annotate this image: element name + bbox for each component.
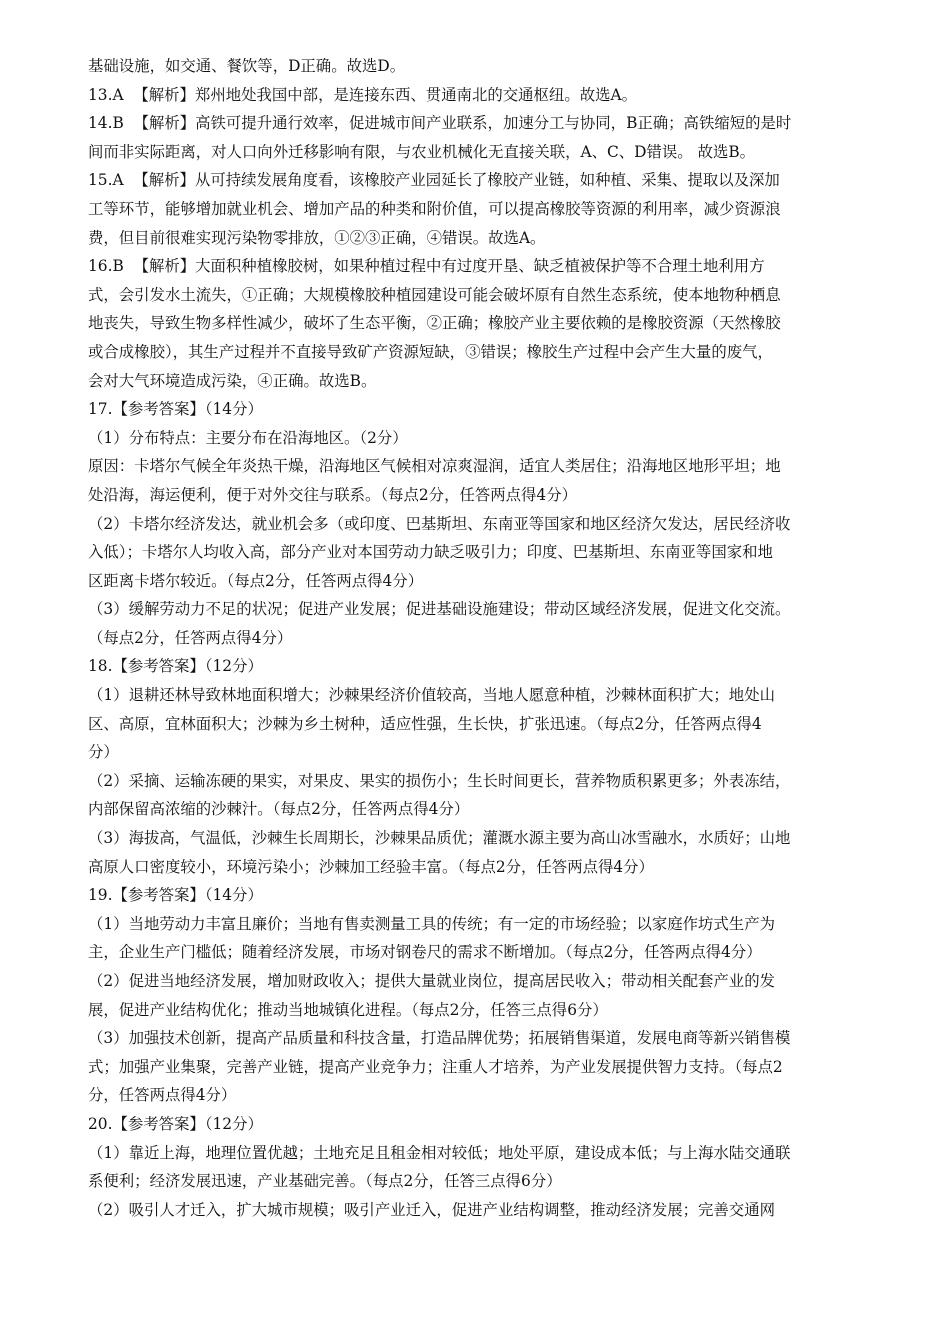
- text-line: 分，任答两点得4分）: [88, 1086, 237, 1105]
- text-line: （2）采摘、运输冻硬的果实，对果皮、果实的损伤小；生长时间更长，营养物质积累更多；外表冻结，: [88, 771, 791, 790]
- text-line: 式，会引发水土流失，①正确；大规模橡胶种植园建设可能会破坏原有自然生态系统，使本地物种栖息: [88, 285, 781, 304]
- answer-heading-19: 19.【参考答案】（14分）: [88, 886, 263, 905]
- text-line: （3）加强技术创新，提高产品质量和科技含量，打造品牌优势；拓展销售渠道，发展电商等新兴销售模: [88, 1029, 791, 1048]
- text-line: （2）吸引人才迁入，扩大城市规模；吸引产业迁入，促进产业结构调整，推动经济发展；完善交通网: [88, 1200, 775, 1219]
- text-line: 14.B 【解析】高铁可提升通行效率，促进城市间产业联系，加速分工与协同，B正确；高铁缩短的是时: [88, 114, 792, 133]
- text-line: 工等环节，能够增加就业机会、增加产品的种类和附价值，可以提高橡胶等资源的利用率，减少资源浪: [88, 199, 781, 218]
- text-line: 费，但目前很难实现污染物零排放，①②③正确，④错误。故选A。: [88, 228, 546, 247]
- text-line: （3）海拔高，气温低，沙棘生长周期长，沙棘果品质优；灌溉水源主要为高山冰雪融水，水质好；山地: [88, 829, 791, 848]
- text-line: （1）当地劳动力丰富且廉价；当地有售卖测量工具的传统；有一定的市场经验；以家庭作坊式生产为: [88, 914, 775, 933]
- answer-heading-17: 17.【参考答案】（14分）: [88, 400, 263, 419]
- text-line: 地丧失，导致生物多样性减少，破坏了生态平衡，②正确；橡胶产业主要依赖的是橡胶资源（天然橡胶: [88, 314, 781, 333]
- text-line: 分）: [88, 743, 119, 762]
- answer-document: [88, 52, 868, 1224]
- answer-heading-20: 20.【参考答案】（12分）: [88, 1114, 263, 1133]
- text-line: 13.A 【解析】郑州地处我国中部，是连接东西、贯通南北的交通枢纽。故选A。: [88, 85, 637, 104]
- text-line: （2）卡塔尔经济发达，就业机会多（或印度、巴基斯坦、东南亚等国家和地区经济欠发达，居民经济收: [88, 514, 791, 533]
- text-line: 展，促进产业结构优化；推动当地城镇化进程。（每点2分，任答三点得6分）: [88, 1000, 608, 1019]
- text-line: 式；加强产业集聚，完善产业链，提高产业竞争力；注重人才培养，为产业发展提供智力支持。（每点2: [88, 1057, 783, 1076]
- text-line: 内部保留高浓缩的沙棘汁。（每点2分，任答两点得4分）: [88, 800, 470, 819]
- text-line: 16.B 【解析】大面积种植橡胶树，如果种植过程中有过度开垦、缺乏植被保护等不合理土地利用方: [88, 257, 765, 276]
- text-line: （1）退耕还林导致林地面积增大；沙棘果经济价值较高，当地人愿意种植，沙棘林面积扩大；地处山: [88, 686, 775, 705]
- text-line: （每点2分，任答两点得4分）: [88, 628, 293, 647]
- text-line: 原因：卡塔尔气候全年炎热干燥，沿海地区气候相对凉爽湿润，适宜人类居住；沿海地区地形平坦；地: [88, 457, 781, 476]
- text-line: 会对大气环境造成污染，④正确。故选B。: [88, 371, 377, 390]
- text-line: 基础设施，如交通、餐饮等，D正确。故选D。: [88, 57, 406, 75]
- text-line: （3）缓解劳动力不足的状况；促进产业发展；促进基础设施建设；带动区域经济发展，促进文化交流。: [88, 600, 791, 619]
- text-line: 主，企业生产门槛低；随着经济发展，市场对钢卷尺的需求不断增加。（每点2分，任答两点得4分）: [88, 943, 762, 962]
- text-line: 区、高原，宜林面积大；沙棘为乡土树种，适应性强，生长快，扩张迅速。（每点2分，任答两点得4: [88, 714, 762, 733]
- text-line: 处沿海，海运便利，便于对外交往与联系。（每点2分，任答两点得4分）: [88, 485, 577, 504]
- text-line: 或合成橡胶），其生产过程并不直接导致矿产资源短缺，③错误；橡胶生产过程中会产生大量的废气，: [88, 342, 773, 361]
- text-line: 15.A 【解析】从可持续发展角度看，该橡胶产业园延长了橡胶产业链，如种植、采集、提取以及深加: [88, 171, 780, 190]
- answer-heading-18: 18.【参考答案】（12分）: [88, 657, 263, 676]
- text-line: 入低）；卡塔尔人均收入高，部分产业对本国劳动力缺乏吸引力；印度、巴基斯坦、东南亚等国家和地: [88, 543, 773, 562]
- text-line: 间而非实际距离，对人口向外迁移影响有限，与农业机械化无直接关联，A、C、D错误。 故选B。: [88, 142, 756, 161]
- text-line: （1）靠近上海，地理位置优越；土地充足且租金相对较低；地处平原，建设成本低；与上海水陆交通联: [88, 1143, 791, 1162]
- text-line: 区距离卡塔尔较近。（每点2分，任答两点得4分）: [88, 571, 424, 590]
- text-line: 高原人口密度较小，环境污染小；沙棘加工经验丰富。（每点2分，任答两点得4分）: [88, 857, 654, 876]
- text-line: （2）促进当地经济发展，增加财政收入；提供大量就业岗位，提高居民收入；带动相关配套产业的发: [88, 972, 775, 990]
- text-line: 系便利；经济发展迅速，产业基础完善。（每点2分，任答三点得6分）: [88, 1172, 562, 1191]
- text-line: （1）分布特点：主要分布在沿海地区。（2分）: [88, 428, 408, 447]
